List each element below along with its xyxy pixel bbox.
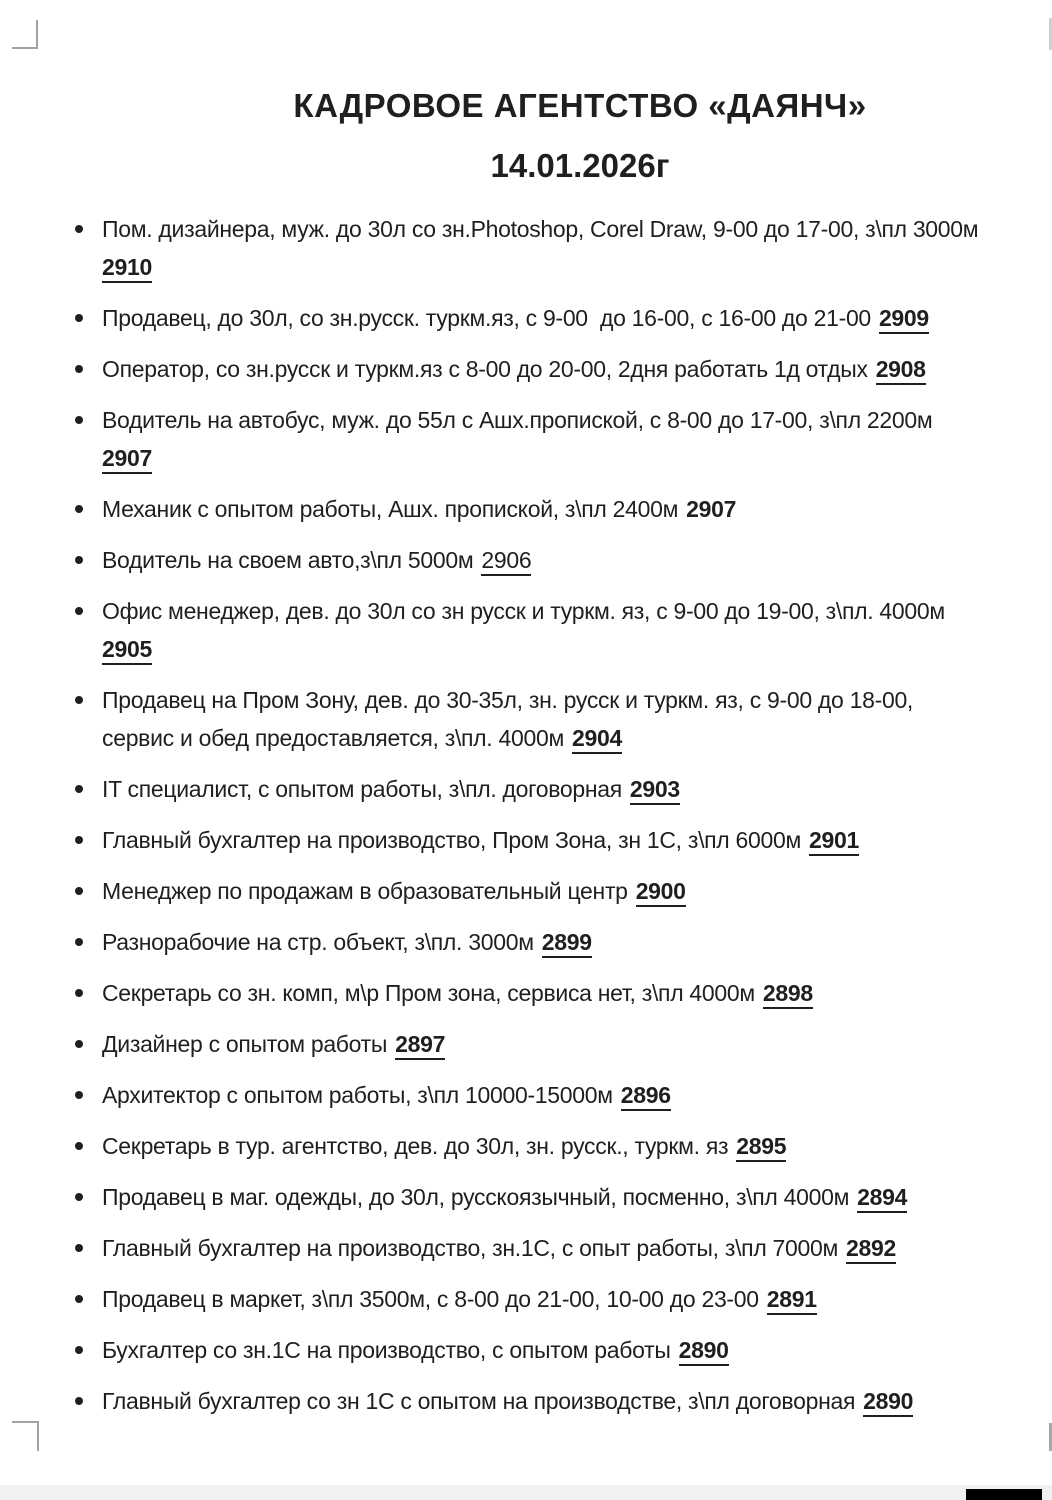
- bullet-icon: [75, 785, 83, 793]
- job-ref-number: 2890: [863, 1388, 913, 1417]
- job-item: [72, 872, 1022, 910]
- job-ref-number: 2907: [102, 445, 152, 474]
- job-line: [102, 681, 1022, 719]
- job-text: Главный бухгалтер на производство, зн.1С, с опыт работы, з\пл 7000м: [102, 1235, 839, 1261]
- job-text: Менеджер по продажам в образовательный центр: [102, 878, 628, 904]
- job-ref-number: 2907: [686, 496, 737, 522]
- job-text: сервис и обед предоставляется, з\пл. 4000м: [102, 725, 564, 751]
- job-text: Бухгалтер со зн.1С на производство, с опытом работы: [102, 1337, 671, 1363]
- job-line: [102, 1382, 1022, 1420]
- job-line: [102, 1178, 1022, 1216]
- job-item: [72, 490, 1022, 528]
- job-line: [102, 592, 1022, 630]
- job-ref-number: 2903: [630, 776, 680, 805]
- job-ref-number: 2892: [846, 1235, 896, 1264]
- bullet-icon: [75, 505, 83, 513]
- job-text: Пом. дизайнера, муж. до 30л со зн.Photoshop, Corel Draw, 9-00 до 17-00, з\пл 3000м: [102, 216, 979, 242]
- job-item: [72, 350, 1022, 388]
- job-item: [72, 401, 1022, 477]
- job-ref-number: 2910: [102, 254, 152, 283]
- job-item: [72, 299, 1022, 337]
- job-text: Водитель на автобус, муж. до 55л с Ашх.пропиской, с 8-00 до 17-00, з\пл 2200м: [102, 407, 933, 433]
- job-line: [102, 490, 1022, 528]
- job-item: [72, 1076, 1022, 1114]
- job-line: [102, 401, 1022, 439]
- bullet-icon: [75, 225, 83, 233]
- job-item: [72, 1331, 1022, 1369]
- job-item: [72, 1178, 1022, 1216]
- job-text: Продавец, до 30л, со зн.русск. туркм.яз, с 9-00 до 16-00, с 16-00 до 21-00: [102, 305, 871, 331]
- job-line: [102, 923, 1022, 961]
- job-line: [102, 974, 1022, 1012]
- bullet-icon: [75, 1091, 83, 1099]
- job-item: [72, 923, 1022, 961]
- job-ref-number: 2905: [102, 636, 152, 665]
- job-line: [102, 630, 1022, 668]
- job-ref-number: 2900: [636, 878, 686, 907]
- bullet-icon: [75, 416, 83, 424]
- bullet-icon: [75, 1295, 83, 1303]
- job-text: Архитектор с опытом работы, з\пл 10000-15000м: [102, 1082, 613, 1108]
- job-ref-number: 2906: [481, 547, 531, 576]
- job-ref-number: 2904: [572, 725, 622, 754]
- job-text: Продавец на Пром Зону, дев. до 30-35л, зн. русск и туркм. яз, с 9-00 до 18-00,: [102, 687, 914, 713]
- job-line: [102, 1229, 1022, 1267]
- job-line: [102, 248, 1022, 286]
- job-text: Продавец в маг. одежды, до 30л, русскоязычный, посменно, з\пл 4000м: [102, 1184, 850, 1210]
- job-item: [72, 821, 1022, 859]
- job-line: [102, 719, 1022, 757]
- job-item: [72, 541, 1022, 579]
- job-text: Секретарь в тур. агентство, дев. до 30л, зн. русск., туркм. яз: [102, 1133, 729, 1159]
- job-line: [102, 770, 1022, 808]
- job-ref-number: 2890: [679, 1337, 729, 1366]
- bullet-icon: [75, 607, 83, 615]
- bottom-system-strip: [0, 1485, 1052, 1500]
- job-item: [72, 210, 1022, 286]
- job-text: Главный бухгалтер со зн 1С с опытом на производстве, з\пл договорная: [102, 1388, 856, 1414]
- job-ref-number: 2898: [763, 980, 813, 1009]
- job-line: [102, 1331, 1022, 1369]
- job-text: Оператор, со зн.русск и туркм.яз с 8-00 до 20-00, 2дня работать 1д отдых: [102, 356, 868, 382]
- bullet-icon: [75, 887, 83, 895]
- bullet-icon: [75, 938, 83, 946]
- job-line: [102, 1025, 1022, 1063]
- page-corner-mark-top-left: [12, 20, 38, 49]
- job-line: [102, 299, 1022, 337]
- bullet-icon: [75, 836, 83, 844]
- job-item: [72, 1280, 1022, 1318]
- job-item: [72, 681, 1022, 757]
- bullet-icon: [75, 556, 83, 564]
- bullet-icon: [75, 314, 83, 322]
- job-item: [72, 770, 1022, 808]
- job-item: [72, 1229, 1022, 1267]
- bottom-black-bar: [966, 1489, 1042, 1500]
- job-item: [72, 592, 1022, 668]
- job-ref-number: 2909: [879, 305, 929, 334]
- page-corner-mark-bottom-left: [12, 1421, 39, 1451]
- job-item: [72, 974, 1022, 1012]
- job-text: Разнорабочие на стр. объект, з\пл. 3000м: [102, 929, 534, 955]
- job-ref-number: 2891: [767, 1286, 817, 1315]
- job-line: [102, 210, 1022, 248]
- bullet-icon: [75, 1193, 83, 1201]
- document-header: [130, 84, 1030, 188]
- job-line: [102, 541, 1022, 579]
- job-text: Офис менеджер, дев. до 30л со зн русск и туркм. яз, с 9-00 до 19-00, з\пл. 4000м: [102, 598, 945, 624]
- job-line: [102, 1127, 1022, 1165]
- bullet-icon: [75, 1397, 83, 1405]
- bullet-icon: [75, 989, 83, 997]
- bullet-icon: [75, 1346, 83, 1354]
- bullet-icon: [75, 365, 83, 373]
- job-text: Механик с опытом работы, Ашх. пропиской, з\пл 2400м: [102, 496, 679, 522]
- bullet-icon: [75, 696, 83, 704]
- job-line: [102, 1076, 1022, 1114]
- job-line: [102, 350, 1022, 388]
- job-text: Водитель на своем авто,з\пл 5000м: [102, 547, 474, 573]
- job-list: [72, 210, 1022, 1420]
- job-item: [72, 1025, 1022, 1063]
- job-item: [72, 1127, 1022, 1165]
- job-text: Секретарь со зн. комп, м\р Пром зона, сервиса нет, з\пл 4000м: [102, 980, 755, 1006]
- job-text: Дизайнер с опытом работы: [102, 1031, 388, 1057]
- job-line: [102, 1280, 1022, 1318]
- bullet-icon: [75, 1040, 83, 1048]
- job-line: [102, 439, 1022, 477]
- job-ref-number: 2895: [736, 1133, 786, 1162]
- job-ref-number: 2896: [621, 1082, 671, 1111]
- job-ref-number: 2897: [395, 1031, 445, 1060]
- job-item: [72, 1382, 1022, 1420]
- job-ref-number: 2908: [876, 356, 926, 385]
- job-text: Продавец в маркет, з\пл 3500м, с 8-00 до 21-00, 10-00 до 23-00: [102, 1286, 759, 1312]
- job-line: [102, 821, 1022, 859]
- job-text: IT специалист, с опытом работы, з\пл. договорная: [102, 776, 622, 802]
- job-text: Главный бухгалтер на производство, Пром Зона, зн 1С, з\пл 6000м: [102, 827, 801, 853]
- job-ref-number: 2899: [542, 929, 592, 958]
- job-ref-number: 2894: [857, 1184, 907, 1213]
- page-date: 14.01.2026г: [490, 147, 670, 184]
- job-line: [102, 872, 1022, 910]
- bullet-icon: [75, 1142, 83, 1150]
- page-title: КАДРОВОЕ АГЕНТСТВО «ДАЯНЧ»: [293, 87, 867, 124]
- bullet-icon: [75, 1244, 83, 1252]
- job-ref-number: 2901: [809, 827, 859, 856]
